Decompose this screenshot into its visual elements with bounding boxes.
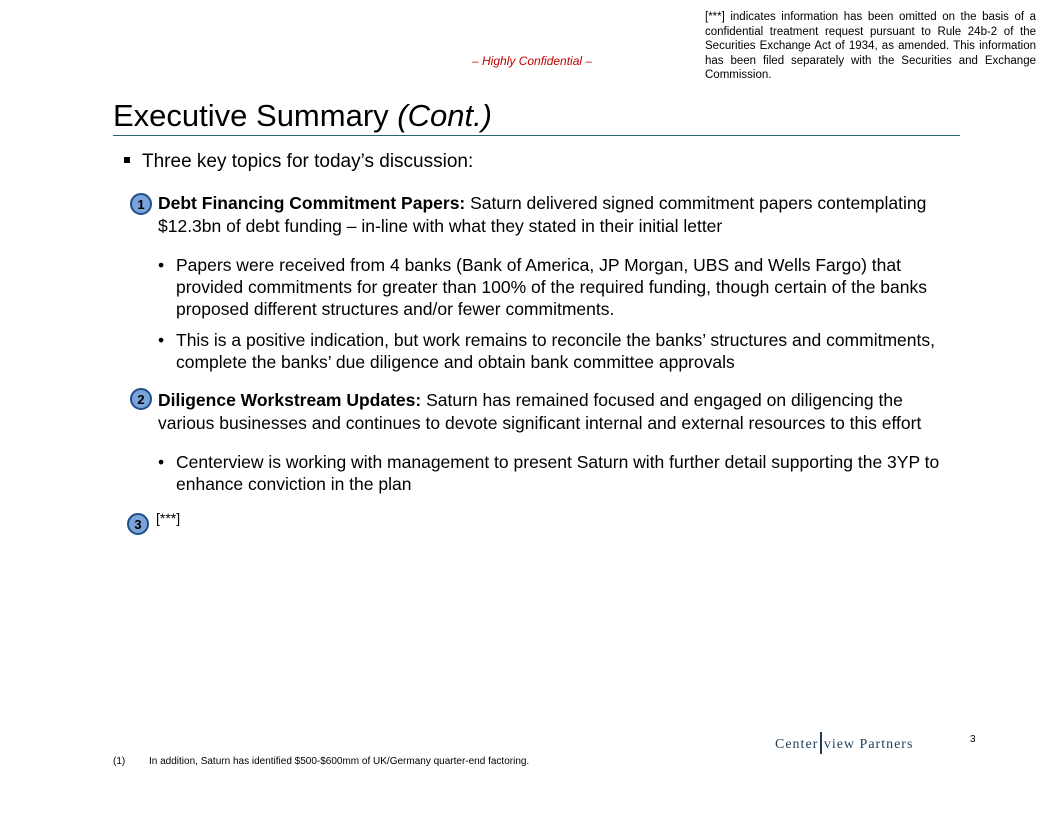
- logo-right: view Partners: [823, 737, 914, 752]
- topic-heading: Debt Financing Commitment Papers:: [158, 193, 466, 213]
- topic-1-bullet-1: [158, 254, 958, 320]
- topic-text: Saturn has remained focused and engaged on diligencing the various businesses and continues to devote significant internal and external resources to this effort: [158, 390, 922, 433]
- bullet-text: Papers were received from 4 banks (Bank of America, JP Morgan, UBS and Wells Fargo) that provided commitments for greater than 100% of the required funding, though certain of the banks proposed different structures and/or fewer commitments.: [176, 255, 928, 319]
- topic-number-badge: 3: [127, 513, 149, 535]
- page-title: [113, 98, 492, 134]
- bullet-text: Centerview is working with management to present Saturn with further detail supporting the 3YP to enhance conviction in the plan: [176, 452, 940, 494]
- bullet-text: This is a positive indication, but work remains to reconcile the banks’ structures and commitments, complete the banks’ due diligence and obtain bank committee approvals: [176, 330, 935, 372]
- centerview-logo: [775, 732, 913, 754]
- title-main: Executive Summary: [113, 98, 398, 133]
- topic-2-bullet-1: [158, 451, 958, 495]
- topic-1-bullet-2: [158, 329, 958, 373]
- topic-3-redacted: [***]: [156, 510, 181, 526]
- footnote: [113, 756, 529, 767]
- bullet-dot-icon: •: [158, 255, 165, 275]
- intro-text: Three key topics for today’s discussion:: [142, 151, 474, 172]
- title-divider: [113, 135, 960, 136]
- bullet-dot-icon: •: [158, 452, 165, 472]
- square-bullet-icon: [124, 157, 130, 163]
- confidential-label: – Highly Confidential –: [472, 54, 593, 68]
- logo-left: Center: [775, 737, 819, 752]
- topic-2: [158, 389, 958, 435]
- footnote-text: In addition, Saturn has identified $500-$600mm of UK/Germany quarter-end factoring.: [149, 756, 530, 767]
- topic-heading: Diligence Workstream Updates:: [158, 390, 422, 410]
- footnote-mark: (1): [113, 756, 126, 767]
- topic-text: Saturn delivered signed commitment papers contemplating $12.3bn of debt funding – in-line with what they stated in their initial letter: [158, 193, 927, 236]
- logo-divider: [820, 732, 822, 754]
- topic-number-badge: 2: [130, 388, 152, 410]
- intro-bullet: [124, 151, 473, 173]
- omission-notice: [***] indicates information has been omitted on the basis of a confidential treatment request pursuant to Rule 24b-2 of the Securities Exchange Act of 1934, as amended. This information has been filed separately with the Securities and Exchange Commission.: [705, 11, 1036, 81]
- title-cont: (Cont.): [397, 98, 493, 133]
- topic-1: [158, 192, 958, 238]
- bullet-dot-icon: •: [158, 330, 165, 350]
- page-number: 3: [970, 734, 976, 745]
- topic-number-badge: 1: [130, 193, 152, 215]
